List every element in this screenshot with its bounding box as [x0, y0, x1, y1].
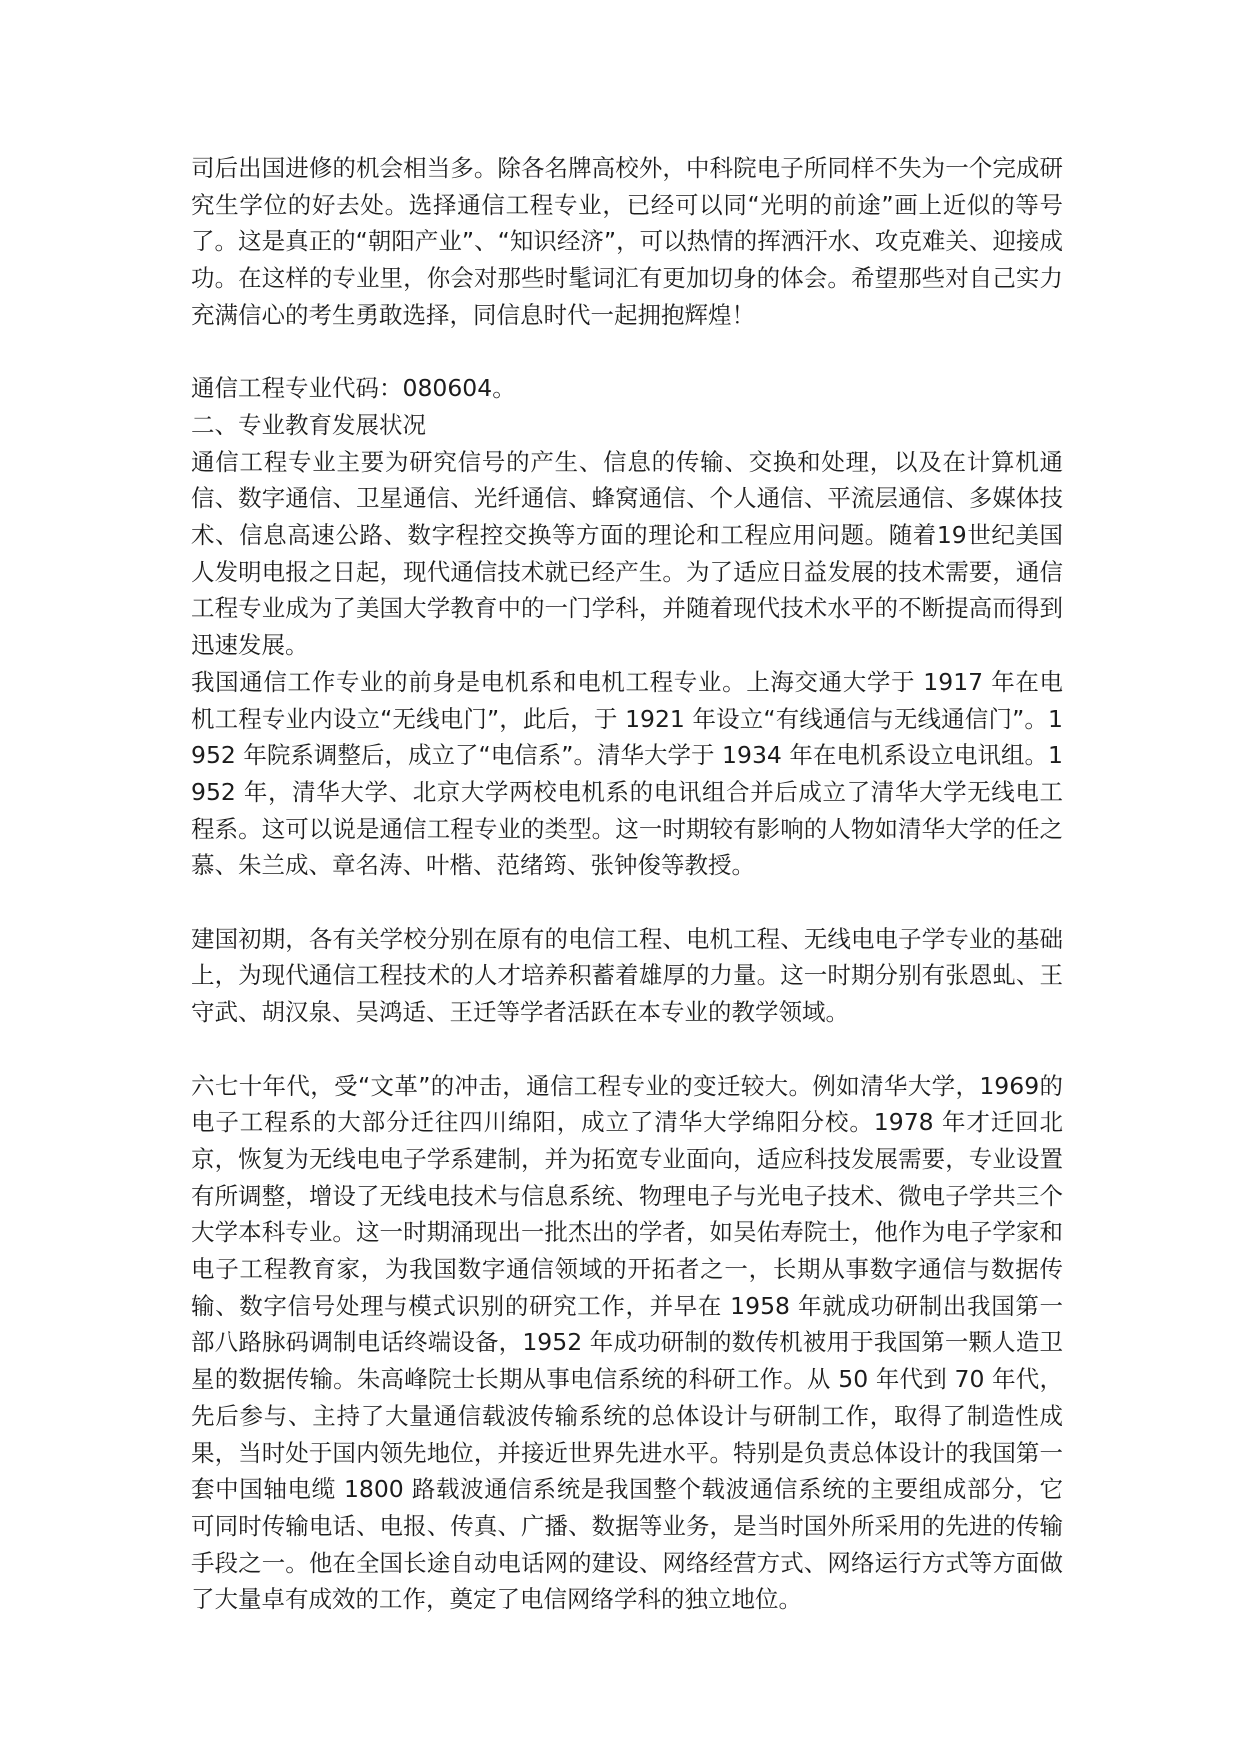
paragraph-domestic-origins: 我国通信工作专业的前身是电机系和电机工程专业。上海交通大学于 1917 年在电机工程专业内设立“无线电门”，此后，于 1921 年设立“有线通信与无线通信门”。1952 年院系调整后，成立了“电信系”。清华大学于 1934 年在电机系设立电讯组。1952 年，清华大学、北京大学两校电机系的电讯组合并后成立了清华大学无线电工程系。这可以说是通信工程专业的类型。这一时期较有影响的人物如清华大学的任之慕、朱兰成、章名涛、叶楷、范绪筠、张钟俊等教授。 — [191, 667, 1063, 880]
paragraph-early-prc: 建国初期，各有关学校分别在原有的电信工程、电机工程、无线电电子学专业的基础上，为现代通信工程技术的人才培养积蓄着雄厚的力量。这一时期分别有张恩虬、王守武、胡汉泉、吴鸿适、王迁等学者活跃在本专业的教学领域。 — [191, 924, 1063, 1027]
paragraph-major-overview: 通信工程专业主要为研究信号的产生、信息的传输、交换和处理，以及在计算机通信、数字通信、卫星通信、光纤通信、蜂窝通信、个人通信、平流层通信、多媒体技术、信息高速公路、数字程控交换等方面的理论和工程应用问题。随着19世纪美国人发明电报之日起，现代通信技术就已经产生。为了适应日益发展的技术需要，通信工程专业成为了美国大学教育中的一门学科，并随着现代技术水平的不断提高而得到迅速发展。 — [191, 447, 1063, 660]
section-heading: 二、专业教育发展状况 — [191, 410, 426, 439]
major-code-line: 通信工程专业代码：080604。 — [191, 374, 516, 403]
document-body — [191, 150, 1063, 1618]
paragraph-intro-end: 司后出国进修的机会相当多。除各名牌高校外，中科院电子所同样不失为一个完成研究生学位的好去处。选择通信工程专业，已经可以同“光明的前途”画上近似的等号了。这是真正的“朝阳产业”、“知识经济”，可以热情的挥洒汗水、攻克难关、迎接成功。在这样的专业里，你会对那些时髦词汇有更加切身的体会。希望那些对自己实力充满信心的考生勇敢选择，同信息时代一起拥抱辉煌！ — [191, 154, 1063, 329]
paragraph-1960s-1970s: 六七十年代，受“文革”的冲击，通信工程专业的变迁较大。例如清华大学，1969的电子工程系的大部分迁往四川绵阳，成立了清华大学绵阳分校。1978 年才迁回北京，恢复为无线电电子学系建制，并为拓宽专业面向，适应科技发展需要，专业设置有所调整，增设了无线电技术与信息系统、物理电子与光电子技术、微电子学共三个大学本科专业。这一时期涌现出一批杰出的学者，如吴佑寿院士，他作为电子学家和电子工程教育家，为我国数字通信领域的开拓者之一，长期从事数字通信与数据传输、数字信号处理与模式识别的研究工作，并早在 1958 年就成功研制出我国第一部八路脉码调制电话终端设备，1952 年成功研制的数传机被用于我国第一颗人造卫星的数据传输。朱高峰院士长期从事电信系统的科研工作。从 50 年代到 70 年代，先后参与、主持了大量通信载波传输系统的总体设计与研制工作，取得了制造性成果，当时处于国内领先地位，并接近世界先进水平。特别是负责总体设计的我国第一套中国轴电缆 1800 路载波通信系统是我国整个载波通信系统的主要组成部分，它可同时传输电话、电报、传真、广播、数据等业务，是当时国外所采用的先进的传输手段之一。他在全国长途自动电话网的建设、网络经营方式、网络运行方式等方面做了大量卓有成效的工作，奠定了电信网络学科的独立地位。 — [191, 1071, 1063, 1614]
